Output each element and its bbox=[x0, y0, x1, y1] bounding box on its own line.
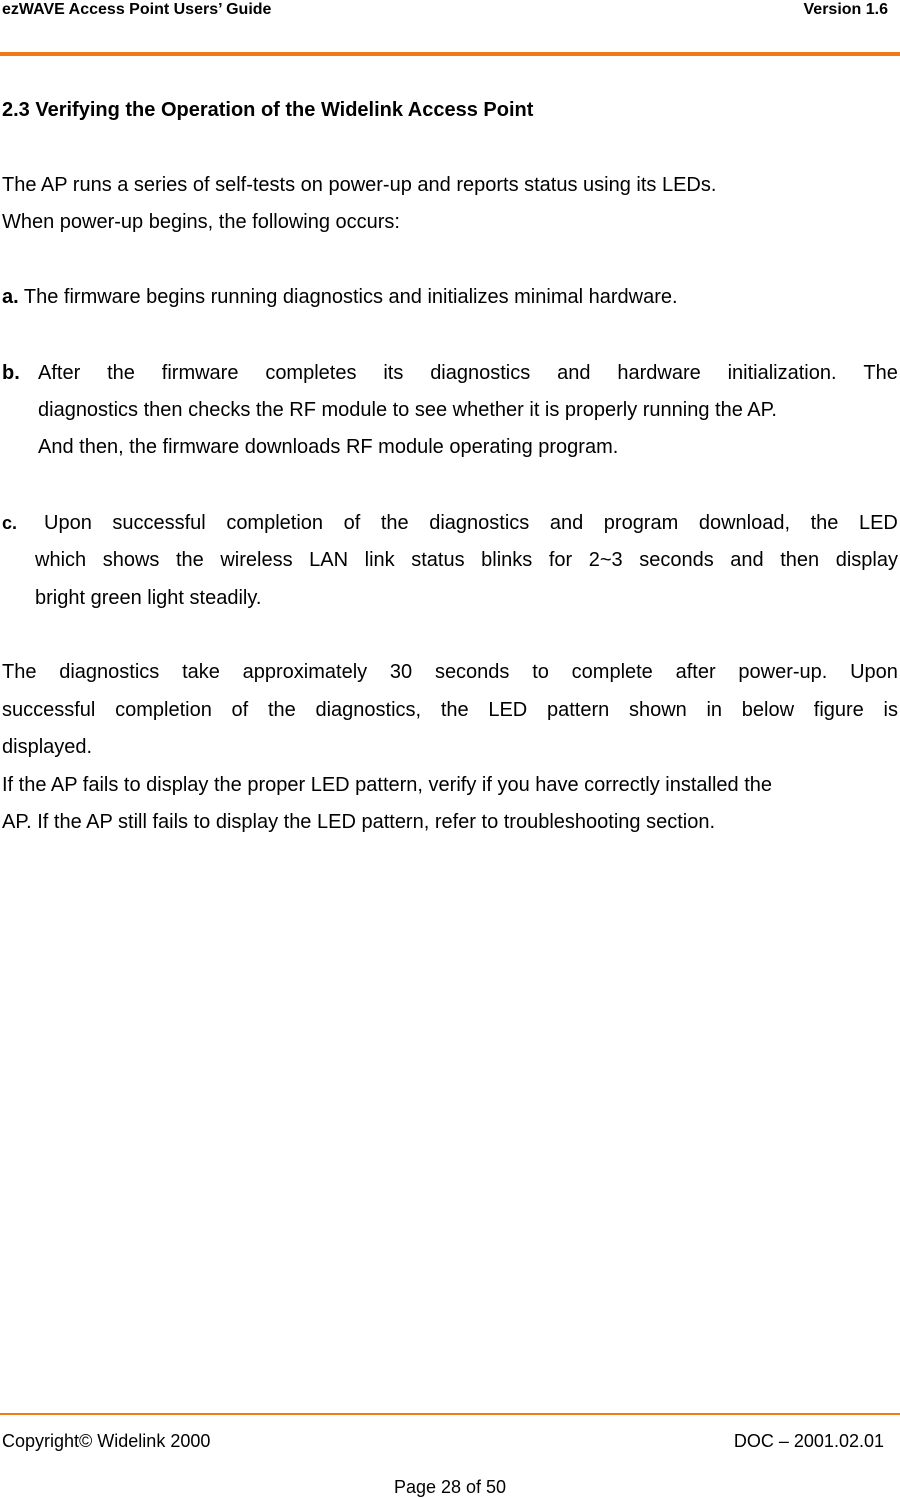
word: completes bbox=[265, 362, 357, 384]
word: The bbox=[863, 362, 898, 384]
copyright-text: Copyright© Widelink 2000 bbox=[2, 1431, 211, 1451]
list-item-c-line-1 bbox=[44, 512, 898, 535]
section-heading: 2.3 Verifying the Operation of the Widelink Access Point bbox=[2, 99, 534, 121]
word: to bbox=[532, 661, 549, 683]
version-label: Version 1.6 bbox=[803, 1, 888, 18]
word: below bbox=[741, 699, 795, 721]
word: wireless bbox=[220, 549, 293, 571]
word: power-up. bbox=[738, 661, 828, 683]
word: initialization. bbox=[727, 362, 837, 384]
word: after bbox=[675, 661, 716, 683]
list-text-a: The firmware begins running diagnostics and initializes minimal hardware. bbox=[23, 286, 678, 308]
word: 2~3 bbox=[588, 549, 623, 571]
list-item-a bbox=[2, 286, 678, 309]
word: completion bbox=[226, 512, 324, 534]
word: link bbox=[364, 549, 395, 571]
word: of bbox=[343, 512, 361, 534]
word: display bbox=[835, 549, 898, 571]
word: approximately bbox=[242, 661, 368, 683]
word: diagnostics bbox=[59, 661, 160, 683]
word: is bbox=[883, 699, 898, 721]
header-divider bbox=[0, 52, 900, 56]
word: the bbox=[175, 549, 204, 571]
para2-line-2: AP. If the AP still fails to display the LED pattern, refer to troubleshooting section. bbox=[2, 811, 715, 833]
list-label-c: c. bbox=[2, 513, 18, 533]
word: successful bbox=[2, 699, 96, 721]
word: in bbox=[706, 699, 723, 721]
word: Upon bbox=[44, 512, 92, 534]
word: diagnostics bbox=[429, 512, 530, 534]
word: the bbox=[810, 512, 839, 534]
word: the bbox=[440, 699, 469, 721]
page-header bbox=[0, 0, 900, 56]
word: and bbox=[549, 512, 584, 534]
word: blinks bbox=[481, 549, 533, 571]
word: the bbox=[107, 362, 135, 384]
list-item-b-line-2: diagnostics then checks the RF module to see whether it is properly running the AP. bbox=[38, 399, 777, 421]
word: firmware bbox=[161, 362, 239, 384]
word: the bbox=[380, 512, 409, 534]
word: then bbox=[780, 549, 820, 571]
word: and bbox=[557, 362, 591, 384]
doc-id: DOC – 2001.02.01 bbox=[733, 1431, 884, 1451]
footer-divider bbox=[0, 1413, 900, 1415]
intro-line-2: When power-up begins, the following occurs: bbox=[2, 211, 400, 233]
word: shown bbox=[628, 699, 687, 721]
para2-line-1: If the AP fails to display the proper LED pattern, verify if you have correctly installed the bbox=[2, 774, 773, 796]
word: LED bbox=[858, 512, 898, 534]
word: of bbox=[231, 699, 249, 721]
word: complete bbox=[571, 661, 653, 683]
word: status bbox=[411, 549, 465, 571]
list-label-a: a. bbox=[2, 286, 19, 308]
word: diagnostics, bbox=[315, 699, 422, 721]
list-item-b-line-3: And then, the firmware downloads RF module operating program. bbox=[38, 436, 619, 458]
word: for bbox=[548, 549, 573, 571]
list-label-b: b. bbox=[2, 362, 20, 384]
para1-line-1 bbox=[2, 661, 898, 684]
para1-line-3: displayed. bbox=[2, 736, 93, 758]
word: hardware bbox=[617, 362, 701, 384]
page-number: Page 28 of 50 bbox=[393, 1477, 507, 1497]
para1-line-2 bbox=[2, 699, 898, 722]
word: program bbox=[603, 512, 679, 534]
word: 30 bbox=[389, 661, 413, 683]
list-item-c-line-2 bbox=[35, 549, 898, 572]
word: After bbox=[38, 362, 81, 384]
word: and bbox=[730, 549, 764, 571]
word: LED bbox=[488, 699, 528, 721]
list-item-c-line-3: bright green light steadily. bbox=[35, 587, 262, 609]
guide-title: ezWAVE Access Point Users’ Guide bbox=[2, 1, 272, 18]
word: take bbox=[182, 661, 220, 683]
word: figure bbox=[813, 699, 864, 721]
word: the bbox=[267, 699, 296, 721]
word: download, bbox=[698, 512, 791, 534]
word: shows bbox=[102, 549, 160, 571]
word: its bbox=[383, 362, 404, 384]
list-item-b-line-1 bbox=[38, 362, 898, 385]
word: Upon bbox=[850, 661, 898, 683]
word: seconds bbox=[434, 661, 510, 683]
word: The bbox=[2, 661, 37, 683]
word: pattern bbox=[546, 699, 610, 721]
word: seconds bbox=[639, 549, 714, 571]
word: successful bbox=[112, 512, 206, 534]
intro-line-1: The AP runs a series of self-tests on power-up and reports status using its LEDs. bbox=[2, 174, 717, 196]
word: which bbox=[35, 549, 87, 571]
word: LAN bbox=[309, 549, 349, 571]
word: diagnostics bbox=[430, 362, 531, 384]
word: completion bbox=[115, 699, 212, 721]
